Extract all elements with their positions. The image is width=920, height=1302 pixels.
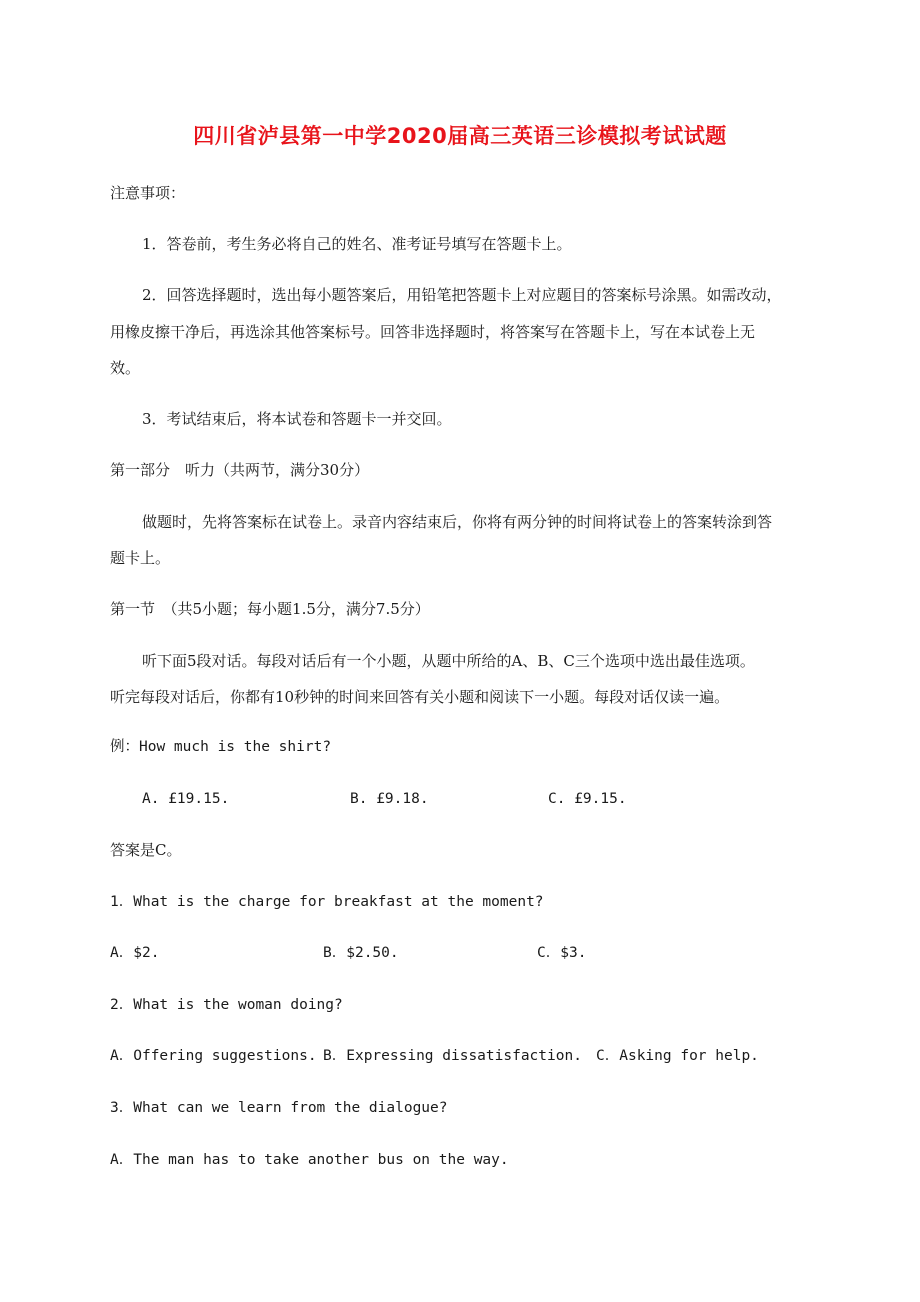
notice-item-2-line-3: 效。 xyxy=(110,359,141,377)
notice-item-1: 1．答卷前，考生务必将自己的姓名、准考证号填写在答题卡上。 xyxy=(142,235,572,253)
notice-item-3: 3．考试结束后，将本试卷和答题卡一并交回。 xyxy=(142,410,452,428)
part1-instruction-line-1: 做题时，先将答案标在试卷上。录音内容结束后，你将有两分钟的时间将试卷上的答案转涂到答 xyxy=(142,513,773,531)
question-3-option-a: A．The man has to take another bus on the way. xyxy=(110,1152,509,1168)
example-option-b: B. £9.18. xyxy=(350,791,429,807)
part1-heading: 第一部分 听力（共两节，满分30分） xyxy=(110,461,370,479)
question-1-option-c: C．$3. xyxy=(537,945,587,961)
notice-heading: 注意事项： xyxy=(110,184,186,202)
question-2-option-b: B．Expressing dissatisfaction. xyxy=(323,1048,582,1064)
page-title: 四川省泸县第一中学2020届高三英语三诊模拟考试试题 xyxy=(193,124,727,148)
notice-item-2-line-1: 2．回答选择题时，选出每小题答案后，用铅笔把答题卡上对应题目的答案标号涂黑。如需改动， xyxy=(142,286,782,304)
section1-instruction-line-2: 听完每段对话后，你都有10秒钟的时间来回答有关小题和阅读下一小题。每段对话仅读一遍。 xyxy=(110,688,730,706)
example-answer: 答案是C。 xyxy=(110,841,182,859)
question-3-text: 3．What can we learn from the dialogue? xyxy=(110,1100,448,1116)
example-option-a: A. £19.15. xyxy=(142,791,230,807)
question-2-option-a: A．Offering suggestions. xyxy=(110,1048,317,1064)
question-1-option-b: B．$2.50. xyxy=(323,945,399,961)
section1-heading: 第一节 （共5小题；每小题1.5分，满分7.5分） xyxy=(110,600,430,618)
part1-instruction-line-2: 题卡上。 xyxy=(110,549,171,567)
question-2-text: 2．What is the woman doing? xyxy=(110,997,343,1013)
question-1-option-a: A．$2. xyxy=(110,945,160,961)
example-question: 例：How much is the shirt? xyxy=(110,739,332,755)
question-2-option-c: C．Asking for help. xyxy=(596,1048,759,1064)
notice-item-2-line-2: 用橡皮擦干净后，再选涂其他答案标号。回答非选择题时，将答案写在答题卡上，写在本试卷上无 xyxy=(110,323,756,341)
question-1-text: 1．What is the charge for breakfast at the moment? xyxy=(110,894,544,910)
example-option-c: C. £9.15. xyxy=(548,791,627,807)
section1-instruction-line-1: 听下面5段对话。每段对话后有一个小题，从题中所给的A、B、C三个选项中选出最佳选项。 xyxy=(142,652,755,670)
